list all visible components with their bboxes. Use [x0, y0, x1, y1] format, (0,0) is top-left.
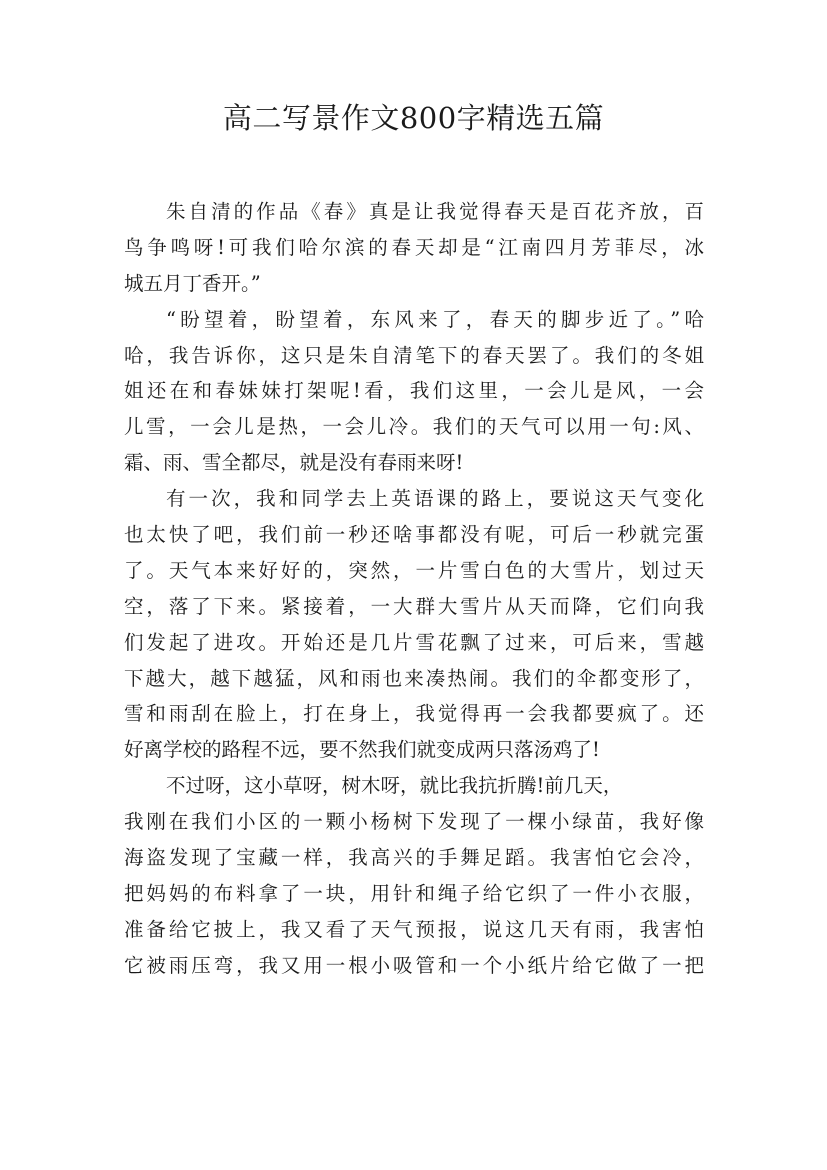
- text-line: 姐还在和春妹妹打架呢!看，我们这里，一会儿是风，一会: [124, 379, 704, 403]
- text-line: 把妈妈的布料拿了一块，用针和绳子给它织了一件小衣服，: [124, 881, 704, 905]
- text-line: 鸟争鸣呀!可我们哈尔滨的春天却是“江南四月芳菲尽，冰: [124, 235, 704, 259]
- text-line: 不过呀，这小草呀，树木呀，就比我抗折腾!前几天，: [166, 774, 623, 798]
- text-line: 朱自清的作品《春》真是让我觉得春天是百花齐放，百: [166, 200, 704, 223]
- text-line: 儿雪，一会儿是热，一会儿冷。我们的天气可以用一句:风、: [124, 415, 704, 439]
- text-line: 有一次，我和同学去上英语课的路上，要说这天气变化: [166, 487, 704, 511]
- text-line: 下越大，越下越猛，风和雨也来凑热闹。我们的伞都变形了，: [124, 666, 704, 690]
- document-title: 高二写景作文800字精选五篇: [222, 101, 605, 135]
- text-line: 哈，我告诉你，这只是朱自清笔下的春天罢了。我们的冬姐: [124, 343, 704, 367]
- text-line: 也太快了吧，我们前一秒还啥事都没有呢，可后一秒就完蛋: [124, 523, 704, 547]
- text-line: 空，落了下来。紧接着，一大群大雪片从天而降，它们向我: [124, 594, 704, 618]
- text-line: 霜、雨、雪全都尽，就是没有春雨来呀!: [124, 451, 464, 475]
- text-line: 我刚在我们小区的一颗小杨树下发现了一棵小绿苗，我好像: [124, 810, 704, 834]
- text-line: 海盗发现了宝藏一样，我高兴的手舞足蹈。我害怕它会冷，: [124, 846, 704, 870]
- text-line: 们发起了进攻。开始还是几片雪花飘了过来，可后来，雪越: [124, 630, 704, 654]
- text-line: 雪和雨刮在脸上，打在身上，我觉得再一会我都要疯了。还: [124, 702, 704, 726]
- text-line: 好离学校的路程不远，要不然我们就变成两只落汤鸡了!: [124, 738, 600, 762]
- text-line: 它被雨压弯，我又用一根小吸管和一个小纸片给它做了一把: [124, 953, 704, 977]
- text-line: 了。天气本来好好的，突然，一片雪白色的大雪片，划过天: [124, 558, 704, 582]
- text-line: 城五月丁香开。”: [124, 271, 261, 295]
- document-body: [124, 196, 704, 986]
- text-line: 准备给它披上，我又看了天气预报，说这几天有雨，我害怕: [124, 917, 704, 941]
- text-line: “盼望着，盼望着，东风来了，春天的脚步近了。”哈: [166, 307, 704, 331]
